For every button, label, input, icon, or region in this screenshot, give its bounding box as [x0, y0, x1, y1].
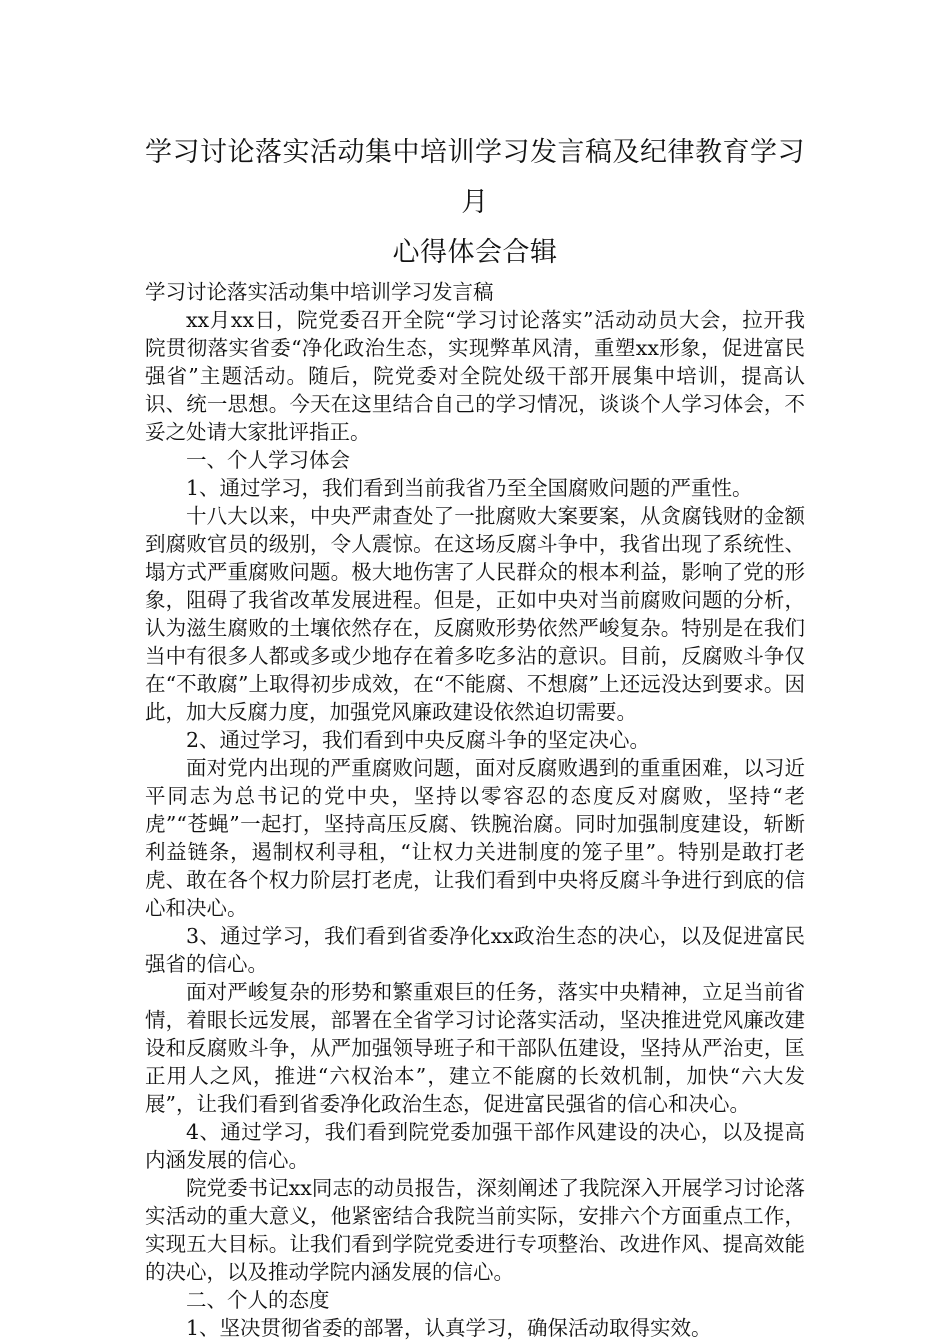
paragraph: 2、通过学习，我们看到中央反腐斗争的坚定决心。	[186, 728, 651, 752]
paragraph: 1、坚决贯彻省委的部署，认真学习，确保活动取得实效。	[186, 1316, 712, 1340]
paragraph: 面对党内出现的严重腐败问题，面对反腐败遇到的重重困难，以习近平同志为总书记的党中央，坚持以零容忍的态度反对腐败，坚持“老虎”“苍蝇”一起打，坚持高压反腐、铁腕治腐。同时加强制度建设，斩断利益链条，遏制权利寻租，“让权力关进制度的笼子里”。特别是敢打老虎、敢在各个权力阶层打老虎，让我们看到中央将反腐斗争进行到底的信心和决心。	[145, 756, 805, 920]
paragraph: xx月xx日，院党委召开全院“学习讨论落实”活动动员大会，拉开我院贯彻落实省委“净化政治生态，实现弊革风清，重塑xx形象，促进富民强省”主题活动。随后，院党委对全院处级干部开展集中培训，提高认识、统一思想。今天在这里结合自己的学习情况，谈谈个人学习体会，不妥之处请大家批评指正。	[145, 308, 805, 444]
paragraph: 二、个人的态度	[186, 1288, 330, 1312]
paragraph: 一、个人学习体会	[186, 448, 350, 472]
document-title-line-2: 心得体会合辑	[392, 237, 558, 268]
paragraph: 院党委书记xx同志的动员报告，深刻阐述了我院深入开展学习讨论落实活动的重大意义，他紧密结合我院当前实际，安排六个方面重点工作，实现五大目标。让我们看到学院党委进行专项整治、改进作风、提高效能的决心，以及推动学院内涵发展的信心。	[145, 1176, 805, 1284]
document-title-line-1: 学习讨论落实活动集中培训学习发言稿及纪律教育学习月	[145, 137, 805, 218]
paragraph: 十八大以来，中央严肃查处了一批腐败大案要案，从贪腐钱财的金额到腐败官员的级别，令人震惊。在这场反腐斗争中，我省出现了系统性、塌方式严重腐败问题。极大地伤害了人民群众的根本利益，影响了党的形象，阻碍了我省改革发展进程。但是，正如中央对当前腐败问题的分析，认为滋生腐败的土壤依然存在，反腐败形势依然严峻复杂。特别是在我们当中有很多人都或多或少地存在着多吃多沾的意识。目前，反腐败斗争仅在“不敢腐”上取得初步成效，在“不能腐、不想腐”上还远没达到要求。因此，加大反腐力度，加强党风廉政建设依然迫切需要。	[145, 504, 805, 724]
paragraph: 面对严峻复杂的形势和繁重艰巨的任务，落实中央精神，立足当前省情，着眼长远发展，部署在全省学习讨论落实活动，坚决推进党风廉改建设和反腐败斗争，从严加强领导班子和干部队伍建设，坚持从严治吏，匡正用人之风，推进“六权治本”，建立不能腐的长效机制，加快“六大发展”，让我们看到省委净化政治生态，促进富民强省的信心和决心。	[145, 980, 805, 1116]
paragraph: 4、通过学习，我们看到院党委加强干部作风建设的决心，以及提高内涵发展的信心。	[145, 1120, 805, 1172]
document-page	[145, 128, 805, 1342]
paragraph: 1、通过学习，我们看到当前我省乃至全国腐败问题的严重性。	[186, 476, 753, 500]
section-heading: 学习讨论落实活动集中培训学习发言稿	[145, 280, 494, 304]
document-body	[145, 306, 805, 1342]
paragraph: 3、通过学习，我们看到省委净化xx政治生态的决心，以及促进富民强省的信心。	[145, 924, 805, 976]
